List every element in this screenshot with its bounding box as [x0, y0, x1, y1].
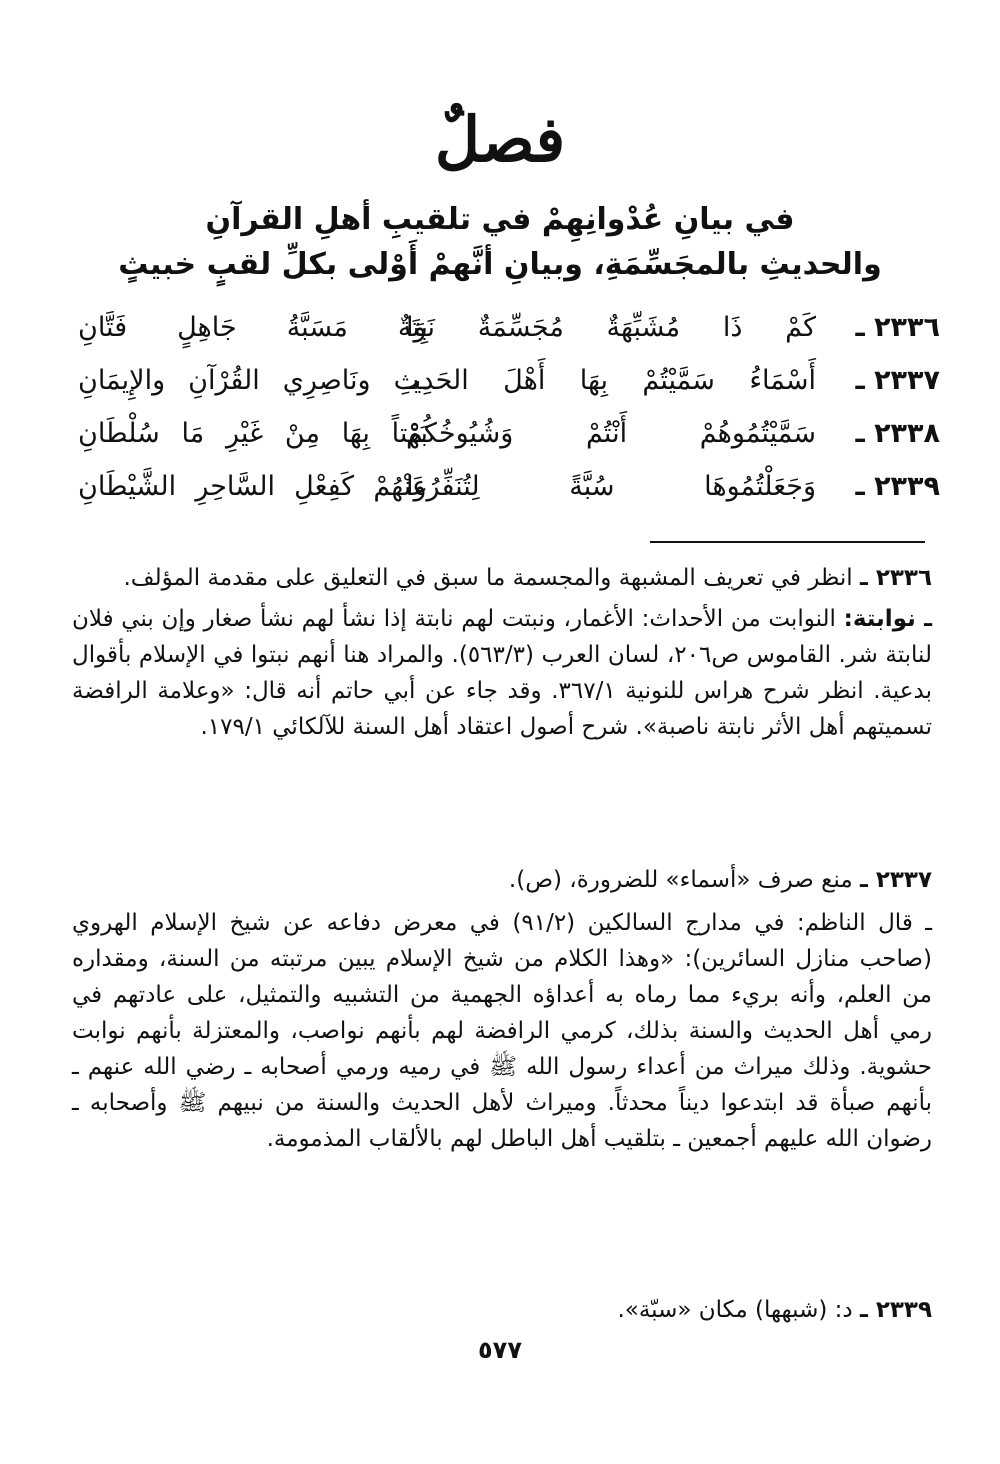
footnote-2337-body [72, 905, 932, 1157]
verse-number: ٢٣٣٧ ـ [855, 365, 940, 396]
verse-number: ٢٣٣٦ ـ [855, 312, 940, 343]
footnote-2339-line [72, 1292, 932, 1328]
verse-first-hemistich: كَمْ ذَا مُشَبِّهَةٌ مُجَسِّمَةٌ نَوَا [406, 312, 816, 343]
footnote-text: منع صرف «أسماء» للضرورة، (ص). [508, 867, 853, 893]
chapter-title: فصلٌ [434, 103, 566, 176]
footnote-number: ٢٣٣٦ ـ [859, 565, 932, 591]
verse-number: ٢٣٣٨ ـ [855, 418, 940, 449]
verse-first-hemistich: سَمَّيْتُمُوهُمْ أَنْتُمْ وَشُيُوخُكُمْ [406, 418, 816, 449]
verse-second-hemistich: ـثِ ونَاصِرِي القُرْآنِ والإِيمَانِ [78, 365, 428, 396]
verse-number: ٢٣٣٩ ـ [855, 471, 940, 502]
footnote-term: ـ نوابتة: [843, 606, 932, 632]
footnote-text: النوابت من الأحداث: الأغمار، ونبتت لهم نابتة إذا نشأ لهم نشأ صغار وإن بني فلان لنابتة شر. القاموس ص٢٠٦، لسان العرب (٥٦٣/٣). والمراد هنا أنهم نبتوا في الإسلام بأقوال بدعية. انظر شرح هراس للنونية ٣٦٧/١. وقد جاء عن أبي حاتم أنه قال: «وعلامة الرافضة تسميتهم أهل الأثر نابتة ناصبة». شرح أصول اعتقاد أهل السنة للآلكائي ١٧٩/١. [72, 606, 932, 740]
chapter-heading-line-2: والحديثِ بالمجَسِّمَةِ، وبيانِ أنَّهمْ أَوْلى بكلِّ لقبٍ خبيثٍ [118, 247, 882, 282]
page-number: ٥٧٧ [478, 1336, 522, 1364]
verse-second-hemistich: بِتَةٌ مَسَبَّةُ جَاهِلٍ فَتَّانِ [78, 312, 428, 343]
footnote-2337-line [72, 862, 932, 898]
footnote-text: انظر في تعريف المشبهة والمجسمة ما سبق في التعليق على مقدمة المؤلف. [123, 565, 853, 591]
footnote-text: ـ قال الناظم: في مدارج السالكين (٩١/٢) في معرض دفاعه عن شيخ الإسلام الهروي (صاحب منازل السائرين): «وهذا الكلام من شيخ الإسلام يبين مرتبته من السنة، ومقداره من العلم، وأنه بريء مما رماه به أعداؤه الجهمية من التشبيه والتمثيل، على عادتهم في رمي أهل الحديث والسنة بذلك، كرمي الرافضة لهم بأنهم نواصب، والمعتزلة بأنهم نوابت حشوية. وذلك ميراث من أعداء رسول الله ﷺ في رميه ورمي أصحابه ـ رضي الله عنهم ـ بأنهم صبأة قد ابتدعوا ديناً محدثاً. وميراث لأهل الحديث والسنة من نبيهم ﷺ وأصحابه ـ رضوان الله عليهم أجمعين ـ بتلقيب أهل الباطل لهم بالألقاب المذمومة. [72, 910, 932, 1152]
verse-second-hemistich: بَهْتاً بِهَا مِنْ غَيْرِ مَا سُلْطَانِ [78, 418, 428, 449]
verse-second-hemistich: عَنْهُمْ كَفِعْلِ السَّاحِرِ الشَّيْطَانِ [78, 471, 428, 502]
verse-first-hemistich: أَسْمَاءُ سَمَّيْتُمْ بِهَا أَهْلَ الحَدِيـ [406, 365, 816, 396]
verse-row [60, 308, 940, 356]
footnote-number: ٢٣٣٩ ـ [859, 1297, 932, 1323]
footnote-2336-body [72, 601, 932, 745]
footnote-separator [650, 541, 925, 543]
footnote-2336-line [72, 560, 932, 596]
footnote-text: د: (شبهها) مكان «سبّة». [617, 1297, 853, 1323]
verse-row [60, 361, 940, 409]
footnote-number: ٢٣٣٧ ـ [859, 867, 932, 893]
verse-row [60, 467, 940, 515]
chapter-heading-line-1: في بيانِ عُدْوانِهِمْ في تلقيبِ أهلِ القرآنِ [205, 202, 795, 237]
verse-first-hemistich: وَجَعَلْتُمُوهَا سُبَّةً لِتُنَفِّرُوا [406, 471, 816, 502]
verse-row [60, 414, 940, 462]
